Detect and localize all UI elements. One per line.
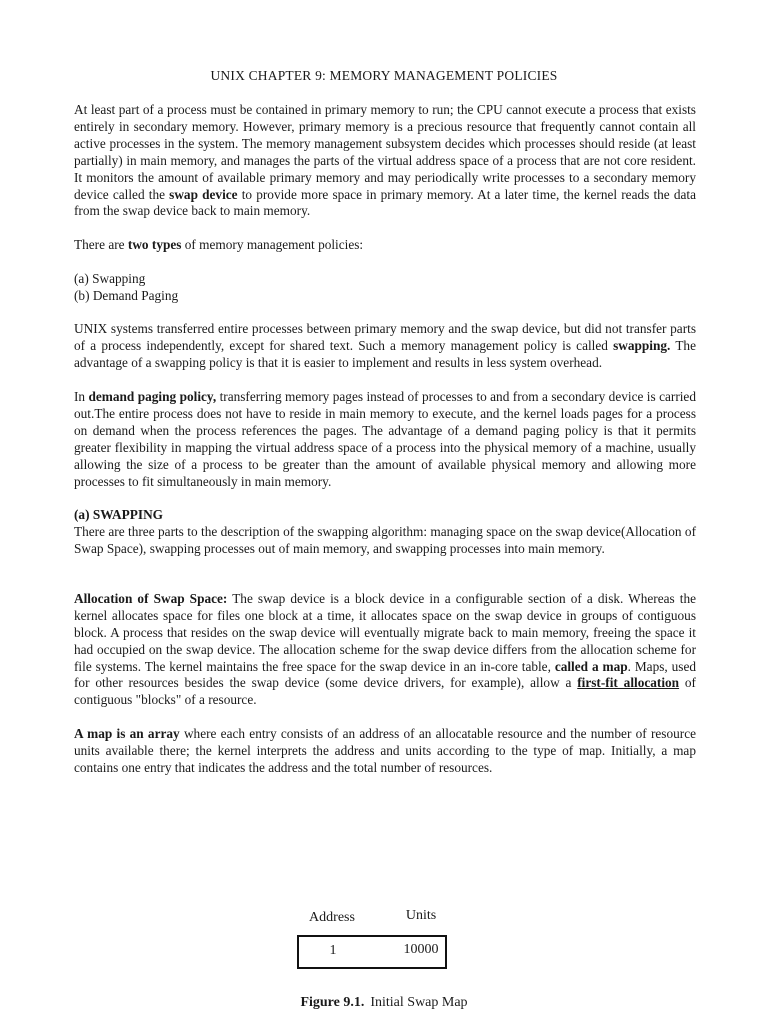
map-paragraph: A map is an array where each entry consists of an address of an allocatable resource and the number of resource units available there; the kernel interprets the address and units according to the type of map. Initially, a map contains one entry that indicates the address and the total number of resources. bbox=[74, 726, 696, 775]
page-title: UNIX CHAPTER 9: MEMORY MANAGEMENT POLICIES bbox=[210, 68, 558, 83]
figure-caption bbox=[0, 995, 768, 1011]
intro-paragraph: At least part of a process must be contained in primary memory to run; the CPU cannot execute a process that exists entirely in secondary memory. However, primary memory is a precious resource that frequently cannot contain all active processes in the system. The memory management subsystem decides which processes should reside (at least partially) in main memory, and manages the parts of the virtual address space of a process that are not core resident. It monitors the amount of available primary memory and may periodically write processes to a secondary memory device called the swap device to provide more space in primary memory. At a later time, the kernel reads the data from the swap device back to main memory. bbox=[74, 102, 697, 219]
swapping-term: swapping. bbox=[613, 338, 671, 354]
section-heading-swapping: (a) SWAPPING bbox=[74, 507, 164, 523]
list-item: (a) Swapping bbox=[74, 270, 146, 286]
figure-label: Figure 9.1. bbox=[300, 995, 365, 1010]
document-body bbox=[74, 102, 696, 777]
two-types-term: two types bbox=[127, 237, 182, 253]
swapping-section-paragraph: There are three parts to the description of the swapping algorithm: managing space on the swap device(Allocation of Swap Space), swapping processes out of main memory, and swapping processes into main memory. bbox=[74, 524, 696, 557]
first-fit-allocation-term: first-fit allocation bbox=[577, 675, 680, 691]
types-intro: There are two types of memory management policies: bbox=[74, 237, 364, 253]
figure-caption-text: Initial Swap Map bbox=[370, 995, 468, 1010]
list-item: (b) Demand Paging bbox=[74, 287, 179, 303]
swapping-paragraph: UNIX systems transferred entire processes between primary memory and the swap device, but did not transfer parts of a process independently, except for shared text. Such a memory management policy is called swapping. The advantage of a swapping policy is that it is easier to implement and results in less system overhead. bbox=[74, 321, 696, 371]
called-a-map-term: called a map bbox=[554, 658, 628, 674]
units-column-header: Units bbox=[405, 908, 437, 923]
swap-map-figure bbox=[0, 906, 768, 1024]
map-units-value: 10000 bbox=[403, 942, 439, 957]
map-array-term: A map is an array bbox=[74, 726, 180, 742]
allocation-heading: Allocation of Swap Space: bbox=[74, 590, 228, 606]
demand-paging-paragraph: In demand paging policy, transferring memory pages instead of processes to and from a secondary device is carried out.The entire process does not have to reside in main memory to execute, and the kernel loads pages for a process on demand when the process references the pages. The advantage of a demand paging policy is that it permits greater flexibility in mapping the virtual address space of a process into the physical memory of a machine, usually allowing the size of a process to be greater than the amount of available physical memory and allowing more processes to fit simultaneously in main memory. bbox=[74, 388, 696, 489]
swap-device-term: swap device bbox=[169, 186, 238, 202]
map-address-value: 1 bbox=[329, 943, 337, 958]
demand-paging-term: demand paging policy, bbox=[88, 388, 217, 404]
allocation-paragraph: Allocation of Swap Space: The swap device is a block device in a configurable section of a disk. Whereas the kernel allocates space for files one block at a time, it allocates space on the swap device in groups of contiguous block. A process that resides on the swap device will eventually migrate back to main memory, freeing the space it had occupied on the swap device. The allocation scheme for the swap device differs from the allocation scheme for file systems. The kernel maintains the free space for the swap device in an in-core table, called a map. Maps, used for other resources besides the swap device (some device drivers, for example), allow a first-fit allocation of contiguous "blocks" of a resource. bbox=[74, 590, 696, 708]
address-column-header: Address bbox=[309, 910, 355, 925]
